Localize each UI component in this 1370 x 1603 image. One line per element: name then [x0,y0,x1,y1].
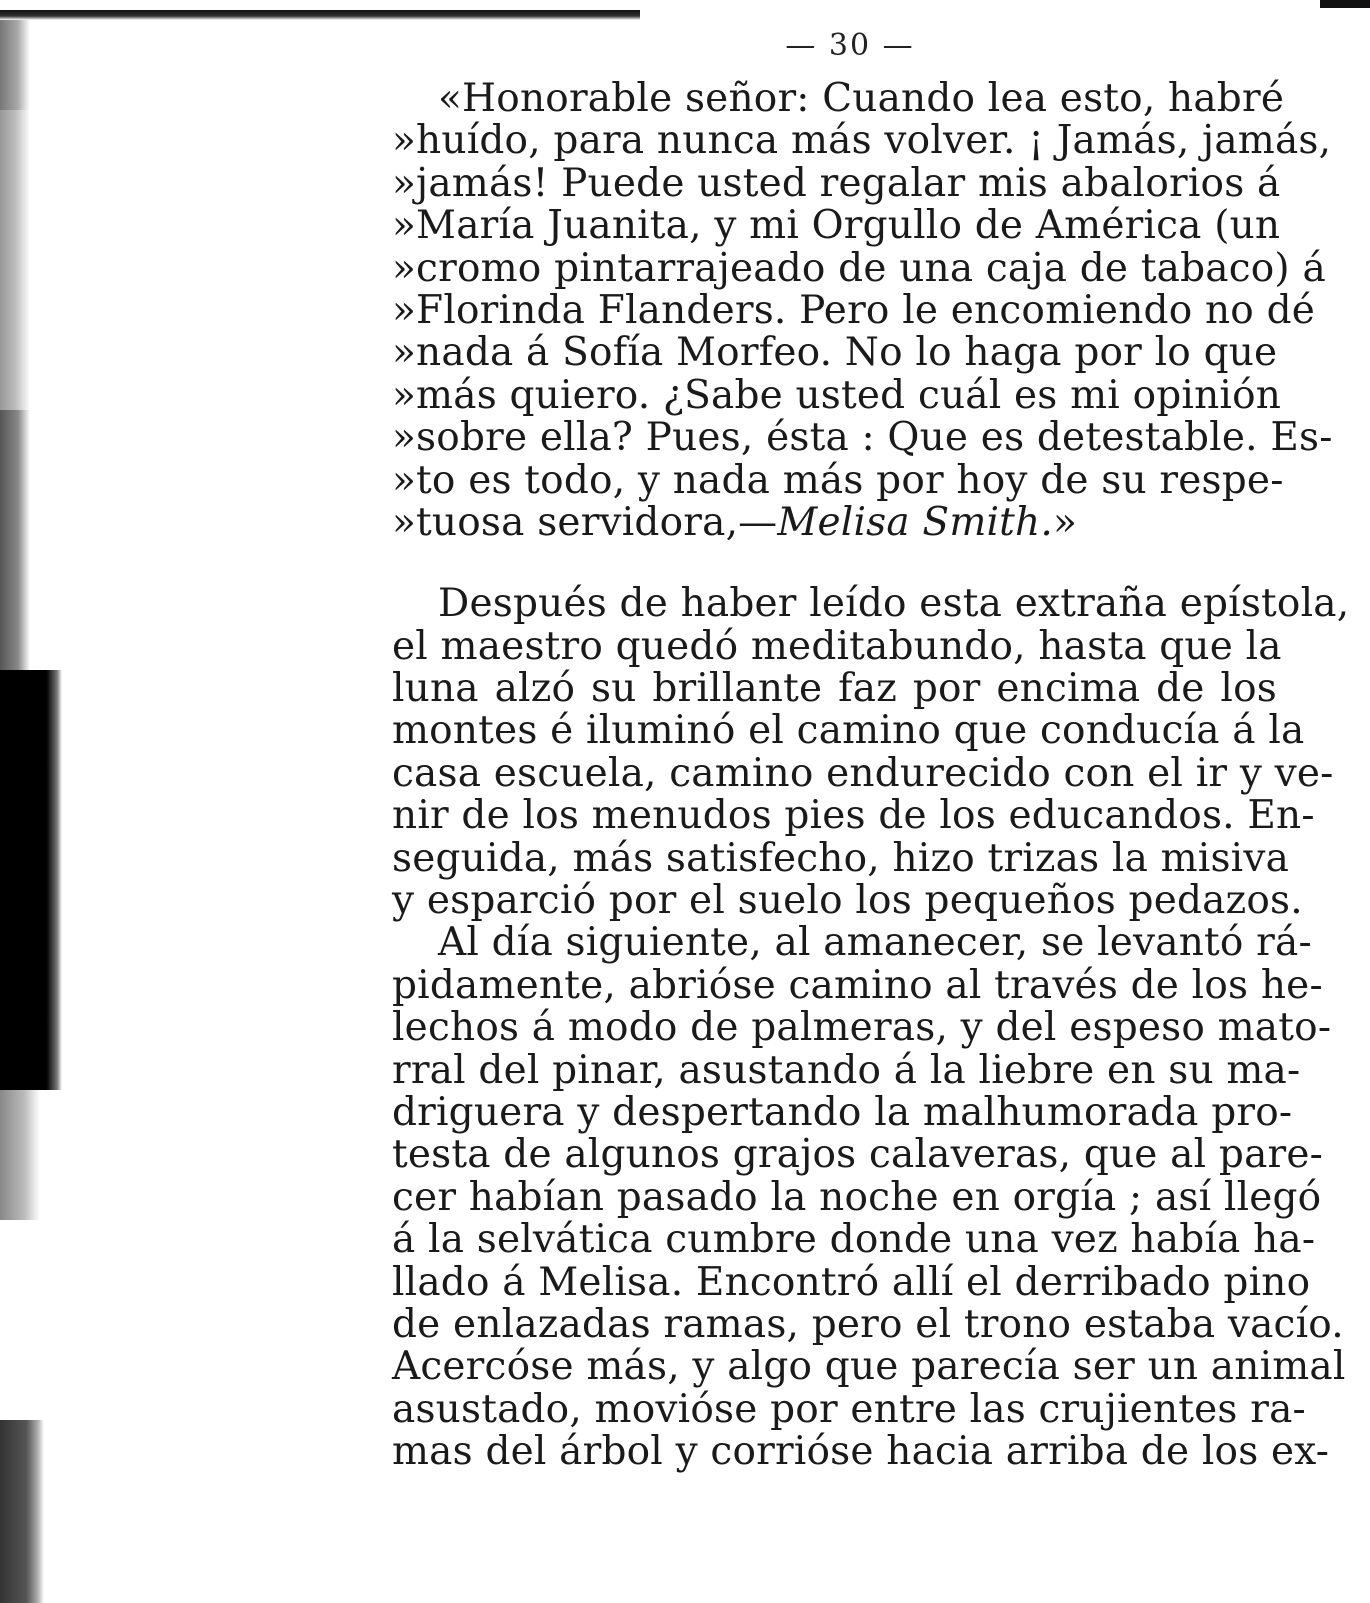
letter-closing-suffix: » [1052,499,1078,545]
letter-line: »cromo pintarrajeado de una caja de tabaco) á [392,245,1326,291]
paragraph-line: asustado, movióse por entre las crujientes ra- [392,1386,1306,1432]
paragraph-line: cer habían pasado la noche en orgía ; así llegó [392,1174,1322,1220]
paragraph-line: el maestro quedó meditabundo, hasta que la [392,623,1282,669]
paragraph-line: driguera y despertando la malhumorada pro- [392,1089,1293,1135]
scan-binding-edge [0,20,30,110]
letter-closing-prefix: »tuosa servidora,— [392,499,778,545]
letter-line: »huído, para nunca más volver. ¡ Jamás, jamás, [392,118,1332,164]
paragraph-line: nir de los menudos pies de los educandos. En- [392,793,1315,839]
page-number: — 30 — [785,28,915,63]
paragraph-line: seguida, más satisfecho, hizo trizas la misiva [392,835,1290,881]
letter-line: »María Juanita, y mi Orgullo de América (un [392,203,1281,249]
letter-signature: Melisa Smith. [777,499,1053,545]
letter-line: »más quiero. ¿Sabe usted cuál es mi opinión [392,372,1282,418]
scan-binding-edge [0,110,30,410]
paragraph-line: lechos á modo de palmeras, y del espeso mato- [392,1005,1332,1051]
scan-binding-edge [0,410,30,670]
letter-block [392,76,1333,545]
paragraph-line: pidamente, abrióse camino al través de los he- [392,962,1323,1008]
letter-closing-line [392,499,1277,545]
paragraph-gap [392,544,1277,583]
paragraph-line: y esparció por el suelo los pequeños pedazos. [392,878,1303,924]
scan-binding-edge [0,1090,40,1220]
letter-line: »jamás! Puede usted regalar mis abalorios á [392,160,1281,206]
scan-top-rule [0,10,640,20]
scan-corner-mark [1320,0,1370,8]
paragraph-line: montes é iluminó el camino que conducía á la [392,708,1305,754]
scan-binding-edge [0,1420,44,1603]
paragraph-line: rral del pinar, asustando á la liebre en su ma- [392,1047,1301,1093]
paragraph-line: Al día siguiente, al amanecer, se levantó rá- [438,920,1312,966]
paragraph-line: casa escuela, camino endurecido con el ir y ve- [392,750,1334,796]
page-body [392,76,1350,1475]
paragraph-line: de enlazadas ramas, pero el trono estaba vacío. [392,1301,1344,1347]
paragraph-line: á la selvática cumbre donde una vez había ha- [392,1217,1316,1263]
paragraph-line: luna alzó su brillante faz por encima de los [392,666,1277,712]
letter-line: »sobre ella? Pues, ésta : Que es detestable. Es- [392,415,1333,461]
paragraph-1 [392,581,1350,924]
scan-binding-edge [0,670,62,1090]
paragraph-2 [392,920,1346,1475]
paragraph-line: Después de haber leído esta extraña epístola, [438,581,1350,627]
letter-line: »nada á Sofía Morfeo. No lo haga por lo que [392,330,1278,376]
letter-line: »to es todo, y nada más por hoy de su respe- [392,457,1284,503]
letter-line: »Florinda Flanders. Pero le encomiendo no dé [392,287,1316,333]
paragraph-line: llado á Melisa. Encontró allí el derribado pino [392,1259,1311,1305]
paragraph-line: Acercóse más, y algo que parecía ser un animal [392,1344,1346,1390]
paragraph-line: testa de algunos grajos calaveras, que al pare- [392,1132,1324,1178]
paragraph-line: mas del árbol y corrióse hacia arriba de los ex- [392,1429,1330,1475]
letter-line: «Honorable señor: Cuando lea esto, habré [438,76,1285,121]
